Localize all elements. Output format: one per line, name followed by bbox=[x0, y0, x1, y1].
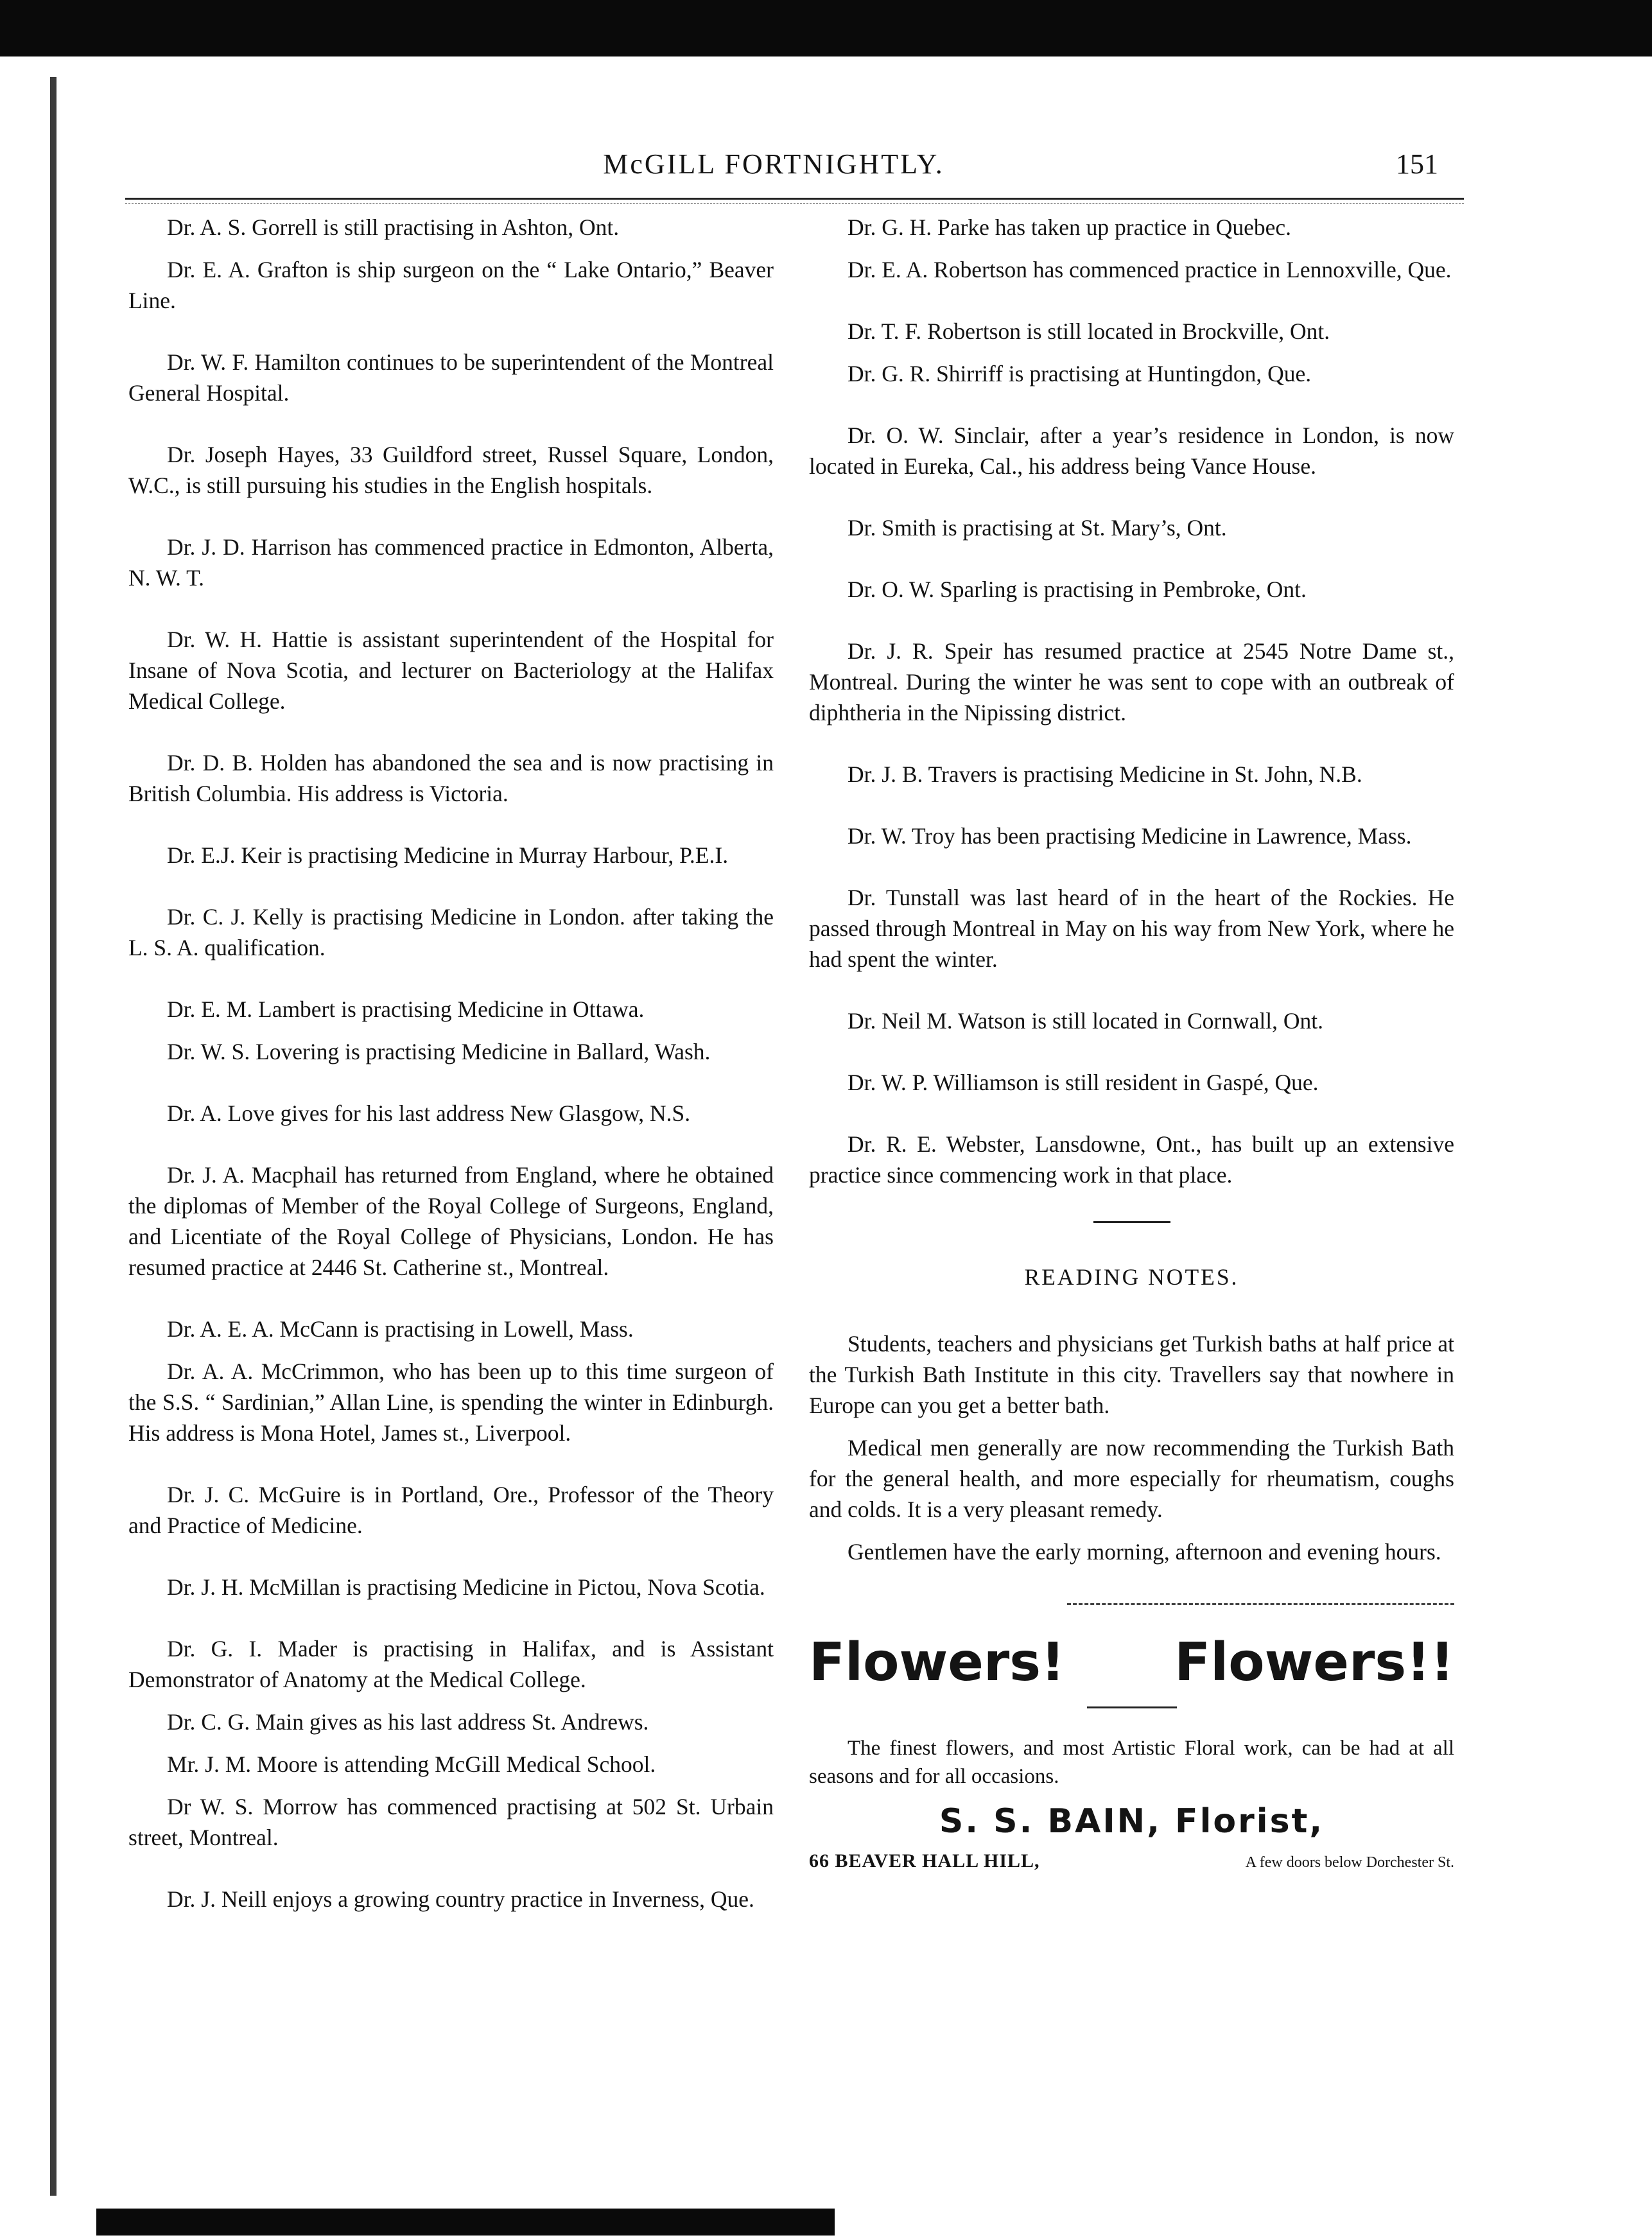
news-item: Dr. A. A. McCrimmon, who has been up to this time surgeon of the S.S. “ Sardinian,” Allan Line, is spending the winter in Edinburgh. His address is Mona Hotel, James st., Liverpool. bbox=[128, 1359, 774, 1446]
news-item: Mr. J. M. Moore is attending McGill Medical School. bbox=[167, 1751, 656, 1777]
news-item: Dr. Joseph Hayes, 33 Guildford street, Russel Square, London, W.C., is still pursuing his studies in the English hospitals. bbox=[128, 442, 774, 498]
scan-left-edge bbox=[50, 77, 57, 2196]
news-item: Dr. W. Troy has been practising Medicine in Lawrence, Mass. bbox=[848, 823, 1412, 849]
running-title: McGILL FORTNIGHTLY. bbox=[603, 148, 944, 180]
news-item: Dr. C. J. Kelly is practising Medicine in London. after taking the L. S. A. qualification. bbox=[128, 904, 774, 960]
news-item: Dr. O. W. Sparling is practising in Pembroke, Ont. bbox=[848, 577, 1307, 602]
header-rule bbox=[125, 198, 1464, 200]
reading-notes-title: READING NOTES. bbox=[1024, 1264, 1239, 1290]
reading-notes-paragraph: Gentlemen have the early morning, afternoon and evening hours. bbox=[848, 1539, 1441, 1565]
news-item: Dr. Tunstall was last heard of in the heart of the Rockies. He passed through Montreal in May on his way from New York, where he had spent the winter. bbox=[809, 885, 1454, 972]
news-item: Dr. W. S. Lovering is practising Medicine in Ballard, Wash. bbox=[167, 1039, 711, 1064]
news-item: Dr. A. Love gives for his last address New Glasgow, N.S. bbox=[167, 1100, 691, 1126]
news-item: Dr. W. P. Williamson is still resident in Gaspé, Que. bbox=[848, 1070, 1319, 1095]
news-item: Dr. J. Neill enjoys a growing country practice in Inverness, Que. bbox=[167, 1886, 754, 1912]
scan-top-border bbox=[0, 0, 1652, 56]
ad-heading-left: Flowers! bbox=[809, 1632, 1065, 1693]
news-item: Dr. Neil M. Watson is still located in Cornwall, Ont. bbox=[848, 1008, 1323, 1034]
news-item: Dr. T. F. Robertson is still located in Brockville, Ont. bbox=[848, 318, 1330, 344]
news-item: Dr. G. H. Parke has taken up practice in Quebec. bbox=[848, 214, 1292, 240]
ad-short-rule bbox=[1087, 1706, 1177, 1708]
scan-bottom-border bbox=[96, 2209, 835, 2236]
news-item: Dr. W. F. Hamilton continues to be superintendent of the Montreal General Hospital. bbox=[128, 349, 774, 406]
florist-address: 66 BEAVER HALL HILL, bbox=[809, 1850, 1040, 1871]
news-item: Dr. J. B. Travers is practising Medicine in St. John, N.B. bbox=[848, 761, 1362, 787]
reading-notes-paragraph: Medical men generally are now recommending the Turkish Bath for the general health, and more especially for rheumatism, coughs and colds. It is a very pleasant remedy. bbox=[809, 1435, 1454, 1522]
news-item: Dr. E.J. Keir is practising Medicine in Murray Harbour, P.E.I. bbox=[167, 842, 729, 868]
news-item: Dr. C. G. Main gives as his last address St. Andrews. bbox=[167, 1709, 649, 1735]
page-header bbox=[83, 148, 1464, 199]
header-rule-secondary bbox=[125, 203, 1464, 204]
news-item: Dr. A. E. A. McCann is practising in Lowell, Mass. bbox=[167, 1316, 634, 1342]
news-item: Dr. Smith is practising at St. Mary’s, Ont. bbox=[848, 515, 1227, 541]
news-item: Dr. W. H. Hattie is assistant superintendent of the Hospital for Insane of Nova Scotia, and lecturer on Bacteriology at the Halifax Medical College. bbox=[128, 627, 774, 714]
ad-heading-right: Flowers!! bbox=[1174, 1632, 1454, 1693]
florist-name: S. S. BAIN, Florist, bbox=[939, 1802, 1325, 1841]
florist-advertisement bbox=[809, 1631, 1454, 1878]
news-item: Dr. J. A. Macphail has returned from England, where he obtained the diplomas of Member of the Royal College of Surgeons, England, and Licentiate of the Royal College of Physicians, London. He has resumed practice at 2446 St. Catherine st., Montreal. bbox=[128, 1162, 774, 1280]
florist-address-line bbox=[809, 1846, 1454, 1878]
right-column bbox=[809, 212, 1454, 1878]
news-item: Dr. E. A. Robertson has commenced practice in Lennoxville, Que. bbox=[848, 257, 1452, 282]
ad-text: The finest flowers, and most Artistic Floral work, can be had at all seasons and for all occasions. bbox=[809, 1737, 1454, 1788]
news-item: Dr. J. C. McGuire is in Portland, Ore., Professor of the Theory and Practice of Medicine. bbox=[128, 1482, 774, 1538]
news-item: Dr. J. D. Harrison has commenced practice in Edmonton, Alberta, N. W. T. bbox=[128, 534, 774, 591]
news-item: Dr. A. S. Gorrell is still practising in Ashton, Ont. bbox=[167, 214, 620, 240]
section-divider bbox=[1093, 1221, 1170, 1223]
news-item: Dr. J. H. McMillan is practising Medicine in Pictou, Nova Scotia. bbox=[167, 1574, 765, 1600]
news-item: Dr. G. R. Shirriff is practising at Huntingdon, Que. bbox=[848, 361, 1312, 386]
reading-notes-paragraph: Students, teachers and physicians get Turkish baths at half price at the Turkish Bath Institute in this city. Travellers say that nowhere in Europe can you get a better bath. bbox=[809, 1331, 1454, 1418]
left-column bbox=[128, 212, 774, 1945]
ad-divider-rule bbox=[1067, 1603, 1454, 1605]
news-item: Dr W. S. Morrow has commenced practising at 502 St. Urbain street, Montreal. bbox=[128, 1794, 774, 1850]
news-item: Dr. R. E. Webster, Lansdowne, Ont., has built up an extensive practice since commencing work in that place. bbox=[809, 1131, 1454, 1188]
news-item: Dr. E. M. Lambert is practising Medicine in Ottawa. bbox=[167, 996, 645, 1022]
news-item: Dr. O. W. Sinclair, after a year’s residence in London, is now located in Eureka, Cal., his address being Vance House. bbox=[809, 422, 1454, 479]
news-item: Dr. G. I. Mader is practising in Halifax, and is Assistant Demonstrator of Anatomy at the Medical College. bbox=[128, 1636, 774, 1692]
ad-heading bbox=[809, 1631, 1454, 1695]
florist-address-note: A few doors below Dorchester St. bbox=[1245, 1854, 1454, 1871]
news-item: Dr. E. A. Grafton is ship surgeon on the “ Lake Ontario,” Beaver Line. bbox=[128, 257, 774, 313]
news-item: Dr. D. B. Holden has abandoned the sea and is now practising in British Columbia. His address is Victoria. bbox=[128, 750, 774, 806]
news-item: Dr. J. R. Speir has resumed practice at 2545 Notre Dame st., Montreal. During the winter he was sent to cope with an outbreak of diphtheria in the Nipissing district. bbox=[809, 638, 1454, 725]
page-number: 151 bbox=[1396, 148, 1438, 180]
